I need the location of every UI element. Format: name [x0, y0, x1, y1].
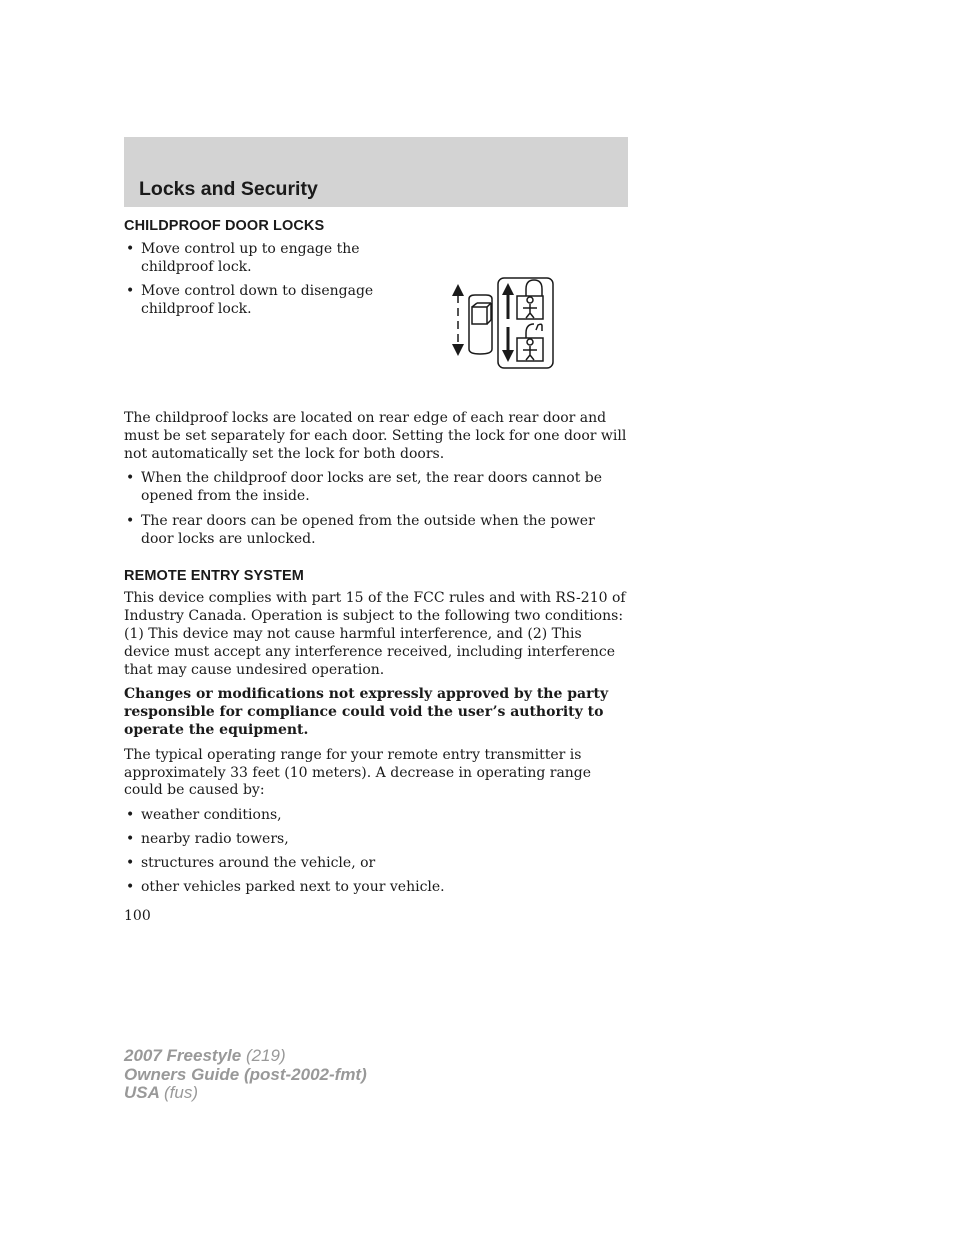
list-item: • Move control up to engage the childproof lock. — [124, 241, 384, 277]
list-item: • nearby radio towers, — [124, 831, 630, 849]
list-item: • other vehicles parked next to your vehicle. — [124, 879, 630, 897]
page-title: Locks and Security — [139, 178, 318, 200]
footer-line-3 — [124, 1084, 367, 1103]
section-header-band — [124, 137, 628, 207]
fcc-paragraph: This device complies with part 15 of the FCC rules and with RS-210 of Industry Canada. Operation is subject to the following two conditions: (1) This device may not cause harmful interference, and (2) This device must accept any interference received, including interference that may cause undesired operation. — [124, 590, 626, 678]
footer-model: 2007 Freestyle — [124, 1046, 242, 1065]
range-paragraph: The typical operating range for your remote entry transmitter is approximately 33 feet (10 meters). A decrease in operating range could be caused by: — [124, 746, 592, 799]
page-content — [124, 218, 630, 926]
list-item: • structures around the vehicle, or — [124, 855, 630, 873]
childproof-paragraph: The childproof locks are located on rear edge of each rear door and must be set separately for each door. Setting the lock for one door will not automatically set the lock for both doors. — [124, 410, 627, 462]
range-factors-list — [124, 807, 630, 896]
list-item: • The rear doors can be opened from the outside when the power door locks are unlocked. — [124, 513, 630, 549]
footer-line-2: Owners Guide (post-2002-fmt) — [124, 1064, 367, 1084]
childproof-notes — [124, 470, 630, 548]
child-lock-symbol-icon — [498, 278, 553, 368]
childproof-lock-illustration — [450, 277, 556, 371]
document-footer — [124, 1047, 367, 1103]
list-item: • weather conditions, — [124, 807, 630, 825]
footer-market: USA — [124, 1083, 160, 1102]
footer-model-code: (219) — [245, 1046, 286, 1065]
footer-line-1 — [124, 1047, 367, 1066]
childproof-bullets — [124, 241, 384, 319]
page-number: 100 — [124, 908, 151, 925]
list-item: • Move control down to disengage childproof lock. — [124, 283, 384, 319]
remote-entry-section — [124, 568, 630, 897]
warning-paragraph: Changes or modifications not expressly approved by the party responsible for compliance could void the user’s authority to operate the equipment. — [124, 686, 609, 738]
lock-control-icon — [452, 284, 492, 356]
childproof-heading: CHILDPROOF DOOR LOCKS — [124, 218, 325, 234]
remote-entry-heading: REMOTE ENTRY SYSTEM — [124, 567, 304, 584]
childproof-section — [124, 218, 630, 410]
footer-market-code: (fus) — [164, 1083, 198, 1102]
list-item: • When the childproof door locks are set, the rear doors cannot be opened from the inside. — [124, 470, 630, 506]
